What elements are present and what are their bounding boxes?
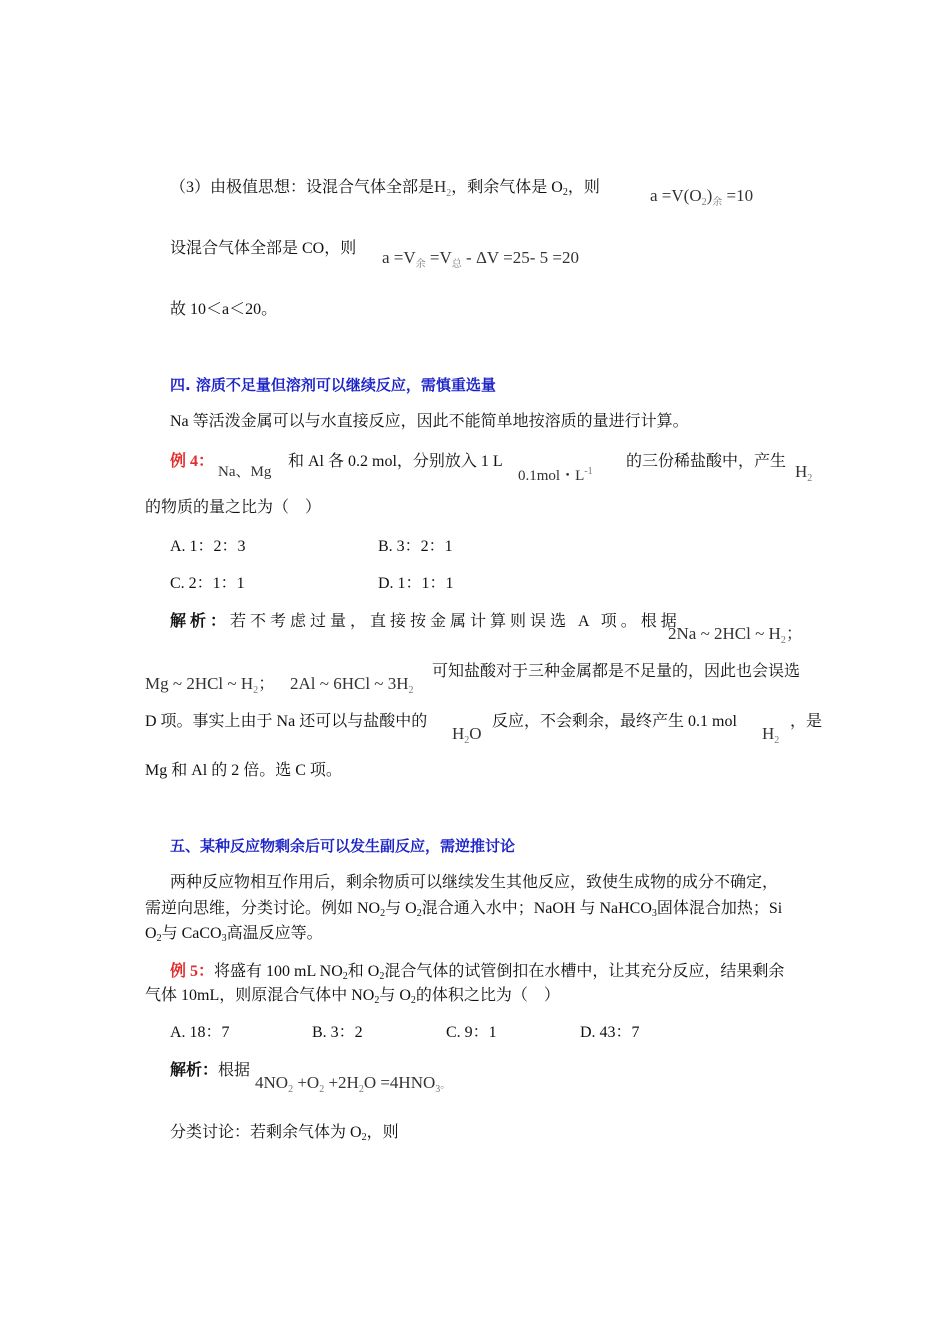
option5-b: B. 3：2 [312,1024,363,1041]
section4-heading: 四. 溶质不足量但溶剂可以继续反应，需慎重选量 [170,376,496,394]
analysis4-text-e: ，是 [790,713,823,730]
example4-text-c: 的物质的量之比为（ ） [145,499,322,516]
analysis4-line1 [170,612,681,632]
formula-h2: $H_2$ [434,177,452,199]
section5-heading: 五、某种反应物剩余后可以发生副反应，需逆推讨论 [170,837,516,855]
option-a: A. 1：2：3 [170,538,246,555]
text: 设混合气体全部是 CO，则 [170,240,357,257]
example4-label: 例 4： [170,453,215,470]
option-c: C. 2：1：1 [170,575,245,592]
example4-line1 [170,452,214,472]
text: ，则 [567,179,600,196]
option5-c: C. 9：1 [446,1024,497,1041]
part3-line2 [170,239,356,259]
option-d: D. 1：1：1 [378,575,454,592]
formula-a-equals-vo2: $a =V(O_2)_余 =10$ [650,186,754,208]
part3-line3: 故 10＜a＜20。 [170,301,278,318]
analysis4-text-c: D 项。事实上由于 Na 还可以与盐酸中的 [145,713,428,730]
analysis4-text-d: 反应，不会剩余，最终产生 0.1 mol [492,713,737,730]
section5-para1: 两种反应物相互作用后，剩余物质可以继续发生其他反应，致使生成物的成分不确定， [170,874,779,891]
option5-d: D. 43：7 [580,1024,640,1041]
section5-para2: 需逆向思维，分类讨论。例如 $NO_2$与 $O_2$混合通入水中；NaOH 与 NaHCO$_3$固体混合加热；Si [145,900,783,919]
example4-text-a: 和 Al 各 0.2 mol，分别放入 1 L [288,453,503,470]
equation-al: 2Al ~ 6HCl ~ $3H_2$ [290,674,414,696]
example5-line1: 例 5：将盛有 100 mL $NO_2$和 $O_2$混合气体的试管倒扣在水槽中，让其充分反应，结果剩余 [170,963,785,982]
section4-intro: Na 等活泼金属可以与水直接反应，因此不能简单地按溶质的量进行计算。 [170,413,689,430]
part3-line1: （3）由极值思想：设混合气体全部是$H_2$，剩余气体是 $O_2$，则 [170,177,600,199]
example5-line2: 气体 10mL，则原混合气体中 $NO_2$与 $O_2$的体积之比为（ ） [145,987,560,1006]
formula-na-mg: Na、Mg [218,464,272,480]
example5-label: 例 5： [170,963,215,980]
formula-concentration: 0.1mol・$L^{-1}$ [518,466,593,484]
analysis4-text-b: 可知盐酸对于三种金属都是不足量的，因此也会误选 [432,663,801,680]
equation-na: 2Na ~ 2HCl ~ $H_2$； [668,624,803,646]
analysis4-text-f: Mg 和 Al 的 2 倍。选 C 项。 [145,762,342,779]
formula-h2: $H_2$ [795,462,813,484]
formula-h2o: $H_2O$ [452,724,482,746]
equation-mg: Mg ~ 2HCl ~ $H_2$； [145,674,276,696]
section5-para3: $O_2$与 CaCO$_3$高温反应等。 [145,925,323,944]
equation-no2: $4NO_2 +O_2 +2H_2O =4HNO_3$。 [255,1073,451,1095]
example4-text-b: 的三份稀盐酸中，产生 [626,453,787,470]
option-b: B. 3：2：1 [378,538,453,555]
option5-a: A. 18：7 [170,1024,230,1041]
text: ，剩余气体是 O [451,179,563,196]
analysis-label: 解析： [170,613,231,630]
text: 若不考虑过量，直接按金属计算则误选 A 项。根据 [230,613,681,630]
analysis5-label: 解析： [170,1062,219,1079]
discussion: 分类讨论：若剩余气体为 $O_2$，则 [170,1124,399,1143]
formula-h2-result: $H_2$ [762,724,780,746]
formula-a-equals-v-remaining: $a =V_余 =V_总 - \Delta V =25-$ 5 =20 [382,248,579,270]
text: （3）由极值思想：设混合气体全部是 [170,179,435,196]
analysis5: 解析：根据 [170,1062,251,1079]
